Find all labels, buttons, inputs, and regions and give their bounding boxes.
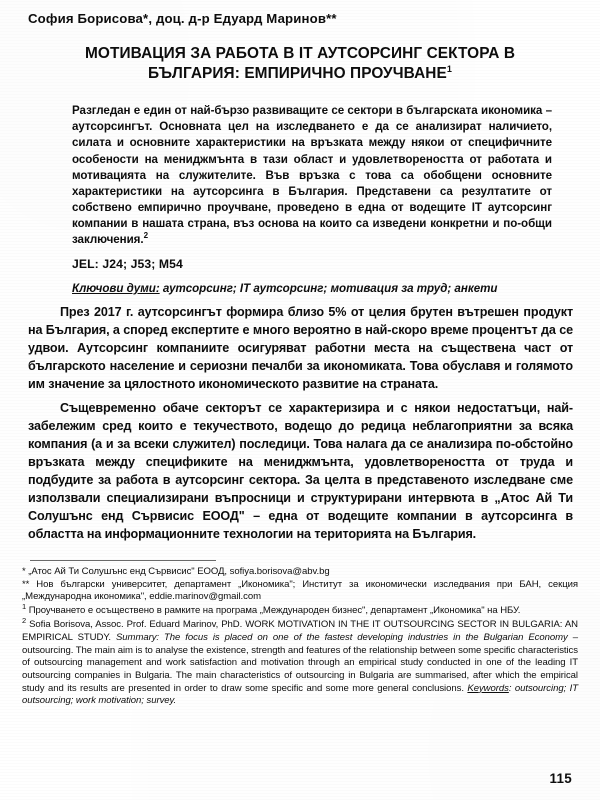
footnote-marker: ** <box>22 578 30 590</box>
footnote-marker: 1 <box>22 601 27 611</box>
title-line-2: БЪЛГАРИЯ: ЕМПИРИЧНО ПРОУЧВАНЕ <box>148 65 447 83</box>
footnote-item <box>22 566 578 579</box>
authors-line: София Борисова*, доц. д-р Едуард Маринов** <box>28 11 337 26</box>
paragraph-text: През 2017 г. аутсорсингът формира близо 5% от целия брутен вътрешен продукт на България, а според експертите е много вероятно в най-скоро време процентът да се удвои. Аутсорсинг компаниите осигуряват работни места на съществена част от българското население и сериозни печалби за икономиката. Това обуславя и голямото им значение за цялостното икономическото развитие на страната. <box>28 305 573 391</box>
footnote-separator-rule <box>30 560 216 561</box>
page-title <box>34 44 566 85</box>
footnotes-block <box>22 566 578 708</box>
title-footnote-marker: 1 <box>446 64 452 75</box>
footnote-text-italic: The focus is placed on one of the fastest developing industries in the Bulgarian Economy <box>159 631 568 643</box>
footnote-text: Проучването е осъществено в рамките на програма „Международен бизнес", департамент „Икономика" на НБУ. <box>26 605 521 617</box>
abstract-block <box>72 103 552 249</box>
footnote-item <box>22 601 578 618</box>
footnote-summary-label: Summary: <box>116 631 160 643</box>
footnote-text: Нов български университет, департамент „Икономика"; Институт за икономически изследвания при БАН, секция „Международна икономика", eddie.marinov@gmail.com <box>22 578 578 603</box>
footnote-item <box>22 616 579 708</box>
body-paragraph-1 <box>28 304 573 394</box>
keywords-label: Ключови думи: <box>72 282 160 295</box>
jel-values: J24; J53; M54 <box>102 257 183 271</box>
footnote-keywords-label: Keywords <box>467 682 509 694</box>
keywords-values: аутсорсинг; IT аутсорсинг; мотивация за труд; анкети <box>159 282 498 295</box>
body-paragraph-2 <box>28 400 573 544</box>
jel-label: JEL: <box>72 257 99 271</box>
page-number: 115 <box>549 771 572 786</box>
title-line-1: МОТИВАЦИЯ ЗА РАБОТА В IT АУТСОРСИНГ СЕКТОРА В <box>84 45 516 62</box>
footnote-item <box>22 579 578 604</box>
footnote-text-plain-2: – outsourcing. The main aim is to analyse the existence, strength and features of the relationship between some specific characteristics of outsourcing management and work satisfaction and motivation through an empirical study conducted in one of the leading IT outsourcing companies in Bulgaria. The main characteristics of outsourcing in Bulgaria are summarised, after which the empirical study and its results are presented in order to draw some specific and some more general conclusions. <box>22 631 579 694</box>
footnote-keywords-values: : outsourcing; IT outsourcing; work motivation; survey. <box>22 682 578 707</box>
abstract-text: Разгледан е един от най-бързо развиващите се сектори в българската икономика – аутсорсингът. Основната цел на изследването е да се анализират наличието, силата и основните характеристики на връзката между някои от специфичните особености на мениджмънта в тази област и удовлетвореността от работата и мотивацията на служителите. Във връзка с това са обобщени основните характеристики на аутсорсинга в България. Представени са резултатите от собствено емпирично проучване, проведено в една от водещите IT аутсорсинг компании в нашата страна, въз основа на които са изведени конкретни и по-общи заключения. <box>72 104 552 247</box>
footnote-text: „Атос Ай Ти Солушънс енд Сървисис" ЕООД, sofiya.borisova@abv.bg <box>25 566 330 577</box>
keywords-line <box>72 282 572 295</box>
paragraph-text: Същевременно обаче секторът се характеризира и с някои недостатъци, най-забележим сред които е текучеството, водещо до редица неблагоприятни за всяка компания (а и за всеки служител) последици. Това налага да се анализира по-обстойно връзката между спецификите на мениджмънта, удовлетвореността от труда и подбудите за работа в аутсорсинг сектора. За целта в представеното изследване сме използвали специализирани въпросници и структурирани интервюта в „Атос Ай Ти Солушънс енд Сървисис ЕООД" – една от водещите компании в аутсорсинга в областта на информационните технологии на територията на България. <box>28 401 573 541</box>
abstract-footnote-marker: 2 <box>143 231 148 241</box>
footnote-text-plain: Sofia Borisova, Assoc. Prof. Eduard Marinov, PhD. WORK MOTIVATION IN THE IT OUTSOURCING SECTOR IN BULGARIA: AN EMPIRICAL STUDY. <box>22 619 578 643</box>
footnote-marker: * <box>22 566 26 577</box>
jel-codes <box>72 257 183 271</box>
footnote-marker: 2 <box>22 616 27 626</box>
